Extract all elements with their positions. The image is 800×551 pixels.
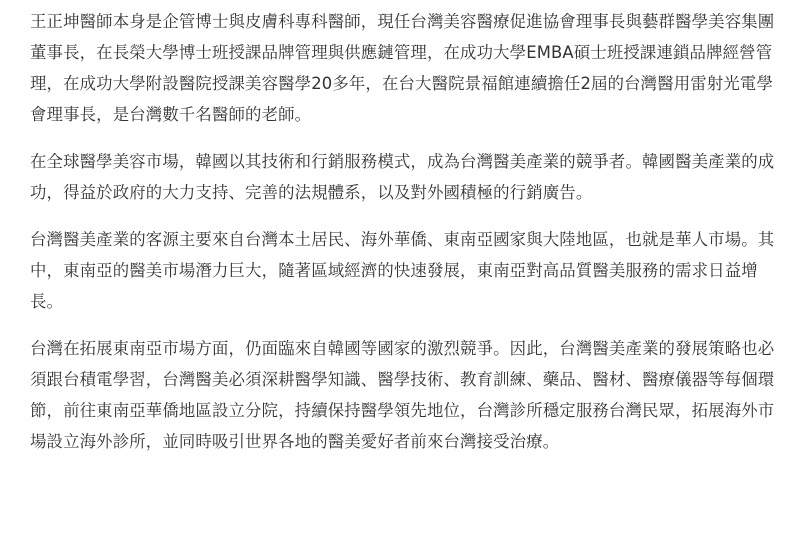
paragraph-korea-competition: 在全球醫學美容市場，韓國以其技術和行銷服務模式，成為台灣醫美產業的競爭者。韓國醫美產業的成功，得益於政府的大力支持、完善的法規體系，以及對外國積極的行銷廣告。	[30, 152, 775, 202]
paragraph-customer-sources: 台灣醫美產業的客源主要來自台灣本土居民、海外華僑、東南亞國家與大陸地區，也就是華人市場。其中，東南亞的醫美市場潛力巨大，隨著區域經濟的快速發展，東南亞對高品質醫美服務的需求日益增長。	[30, 230, 775, 311]
paragraph-doctor-bio: 王正坤醫師本身是企管博士與皮膚科專科醫師，現任台灣美容醫療促進協會理事長與藝群醫學美容集團董事長，在長榮大學博士班授課品牌管理與供應鏈管理，在成功大學EMBA碩士班授課連鎖品牌經營管理，在成功大學附設醫院授課美容醫學20多年，在台大醫院景福館連續擔任2屆的台灣醫用雷射光電學會理事長，是台灣數千名醫師的老師。	[30, 12, 775, 124]
paragraph-expansion-strategy: 台灣在拓展東南亞市場方面，仍面臨來自韓國等國家的激烈競爭。因此，台灣醫美產業的發展策略也必須跟台積電學習，台灣醫美必須深耕醫學知識、醫學技術、教育訓練、藥品、醫材、醫療儀器等每個環節，前往東南亞華僑地區設立分院，持續保持醫學領先地位，台灣診所穩定服務台灣民眾，拓展海外市場設立海外診所，並同時吸引世界各地的醫美愛好者前來台灣接受治療。	[30, 339, 775, 451]
article-body	[30, 6, 775, 473]
